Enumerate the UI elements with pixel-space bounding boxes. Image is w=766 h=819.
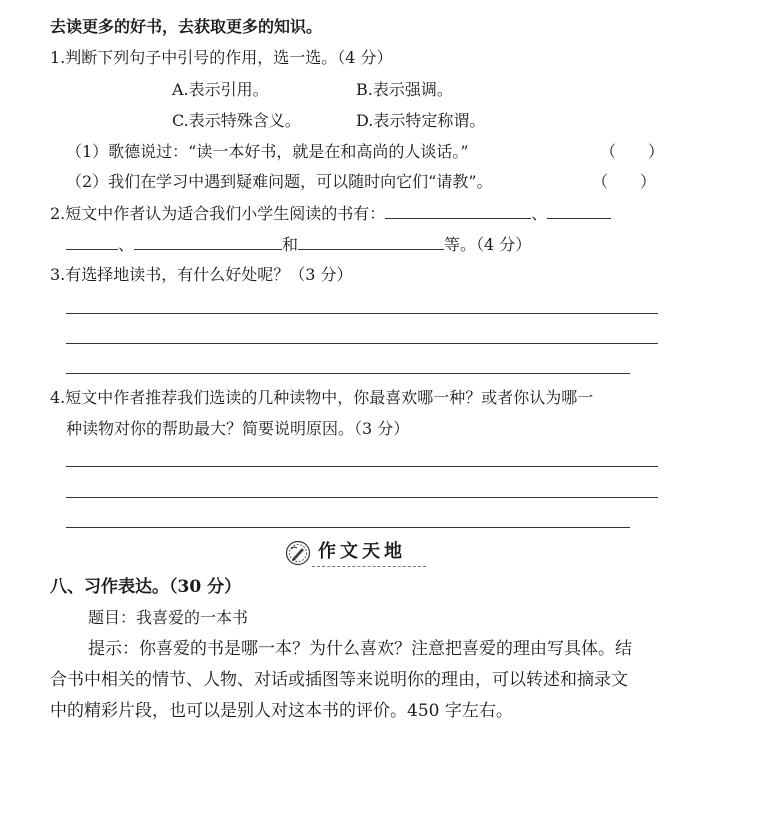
q3-answer-line-3[interactable] bbox=[66, 373, 630, 374]
question-2-title bbox=[50, 202, 611, 225]
q3-answer-line-1[interactable] bbox=[66, 313, 658, 314]
q1-item-1-answer-paren[interactable]: （ ） bbox=[600, 142, 665, 161]
question-4-line-2: 种读物对你的帮助最大？简要说明原因。（3 分） bbox=[66, 419, 410, 438]
question-2-text: 2.短文中作者认为适合我们小学生阅读的书有： bbox=[50, 204, 386, 223]
intro-text: 去读更多的好书，去获取更多的知识。 bbox=[50, 17, 323, 36]
q2-blank-2a[interactable] bbox=[547, 202, 611, 219]
q1-item-2-answer-paren[interactable]: （ ） bbox=[592, 172, 657, 191]
q4-answer-line-3[interactable] bbox=[66, 527, 630, 528]
q2-blank-1[interactable] bbox=[385, 202, 531, 219]
q2-blank-4[interactable] bbox=[298, 233, 444, 250]
question-4-line-1: 4.短文中作者推荐我们选读的几种读物中，你最喜欢哪一种？或者你认为哪一 bbox=[50, 388, 594, 407]
q4-answer-line-2[interactable] bbox=[66, 497, 658, 498]
option-b: B.表示强调。 bbox=[356, 80, 453, 99]
banner-underline bbox=[312, 566, 426, 567]
q2-blank-2b[interactable] bbox=[66, 233, 118, 250]
question-2-line-2 bbox=[66, 233, 531, 256]
banner-title: 作文天地 bbox=[318, 541, 406, 562]
option-c: C.表示特殊含义。 bbox=[172, 111, 301, 130]
q2-separator-1: 、 bbox=[531, 204, 548, 223]
q3-answer-line-2[interactable] bbox=[66, 343, 658, 344]
option-a: A.表示引用。 bbox=[172, 80, 269, 99]
essay-hint-line-2: 合书中相关的情节、人物、对话或插图等来说明你的理由，可以转述和摘录文 bbox=[50, 670, 628, 690]
q4-answer-line-1[interactable] bbox=[66, 466, 658, 467]
q1-item-1: （1）歌德说过：“读一本好书，就是在和高尚的人谈话。” bbox=[66, 142, 469, 161]
essay-hint-line-1: 提示：你喜爱的书是哪一本？为什么喜欢？注意把喜爱的理由写具体。结 bbox=[88, 639, 632, 659]
essay-hint-line-3: 中的精彩片段，也可以是别人对这本书的评价。450 字左右。 bbox=[50, 701, 513, 721]
q2-separator-2: 、 bbox=[118, 235, 135, 254]
section-8-heading: 八、习作表达。（30 分） bbox=[50, 577, 242, 597]
q1-item-2: （2）我们在学习中遇到疑难问题，可以随时向它们“请教”。 bbox=[66, 172, 493, 191]
q2-end: 等。（4 分） bbox=[444, 235, 532, 254]
option-d: D.表示特定称谓。 bbox=[356, 111, 486, 130]
question-3-title: 3.有选择地读书，有什么好处呢？（3 分） bbox=[50, 265, 353, 284]
essay-topic: 题目：我喜爱的一本书 bbox=[88, 608, 249, 627]
q2-blank-3[interactable] bbox=[134, 233, 282, 250]
question-1-title: 1.判断下列句子中引号的作用，选一选。（4 分） bbox=[50, 48, 393, 67]
q2-and: 和 bbox=[282, 235, 299, 254]
pen-scroll-icon bbox=[285, 540, 311, 566]
